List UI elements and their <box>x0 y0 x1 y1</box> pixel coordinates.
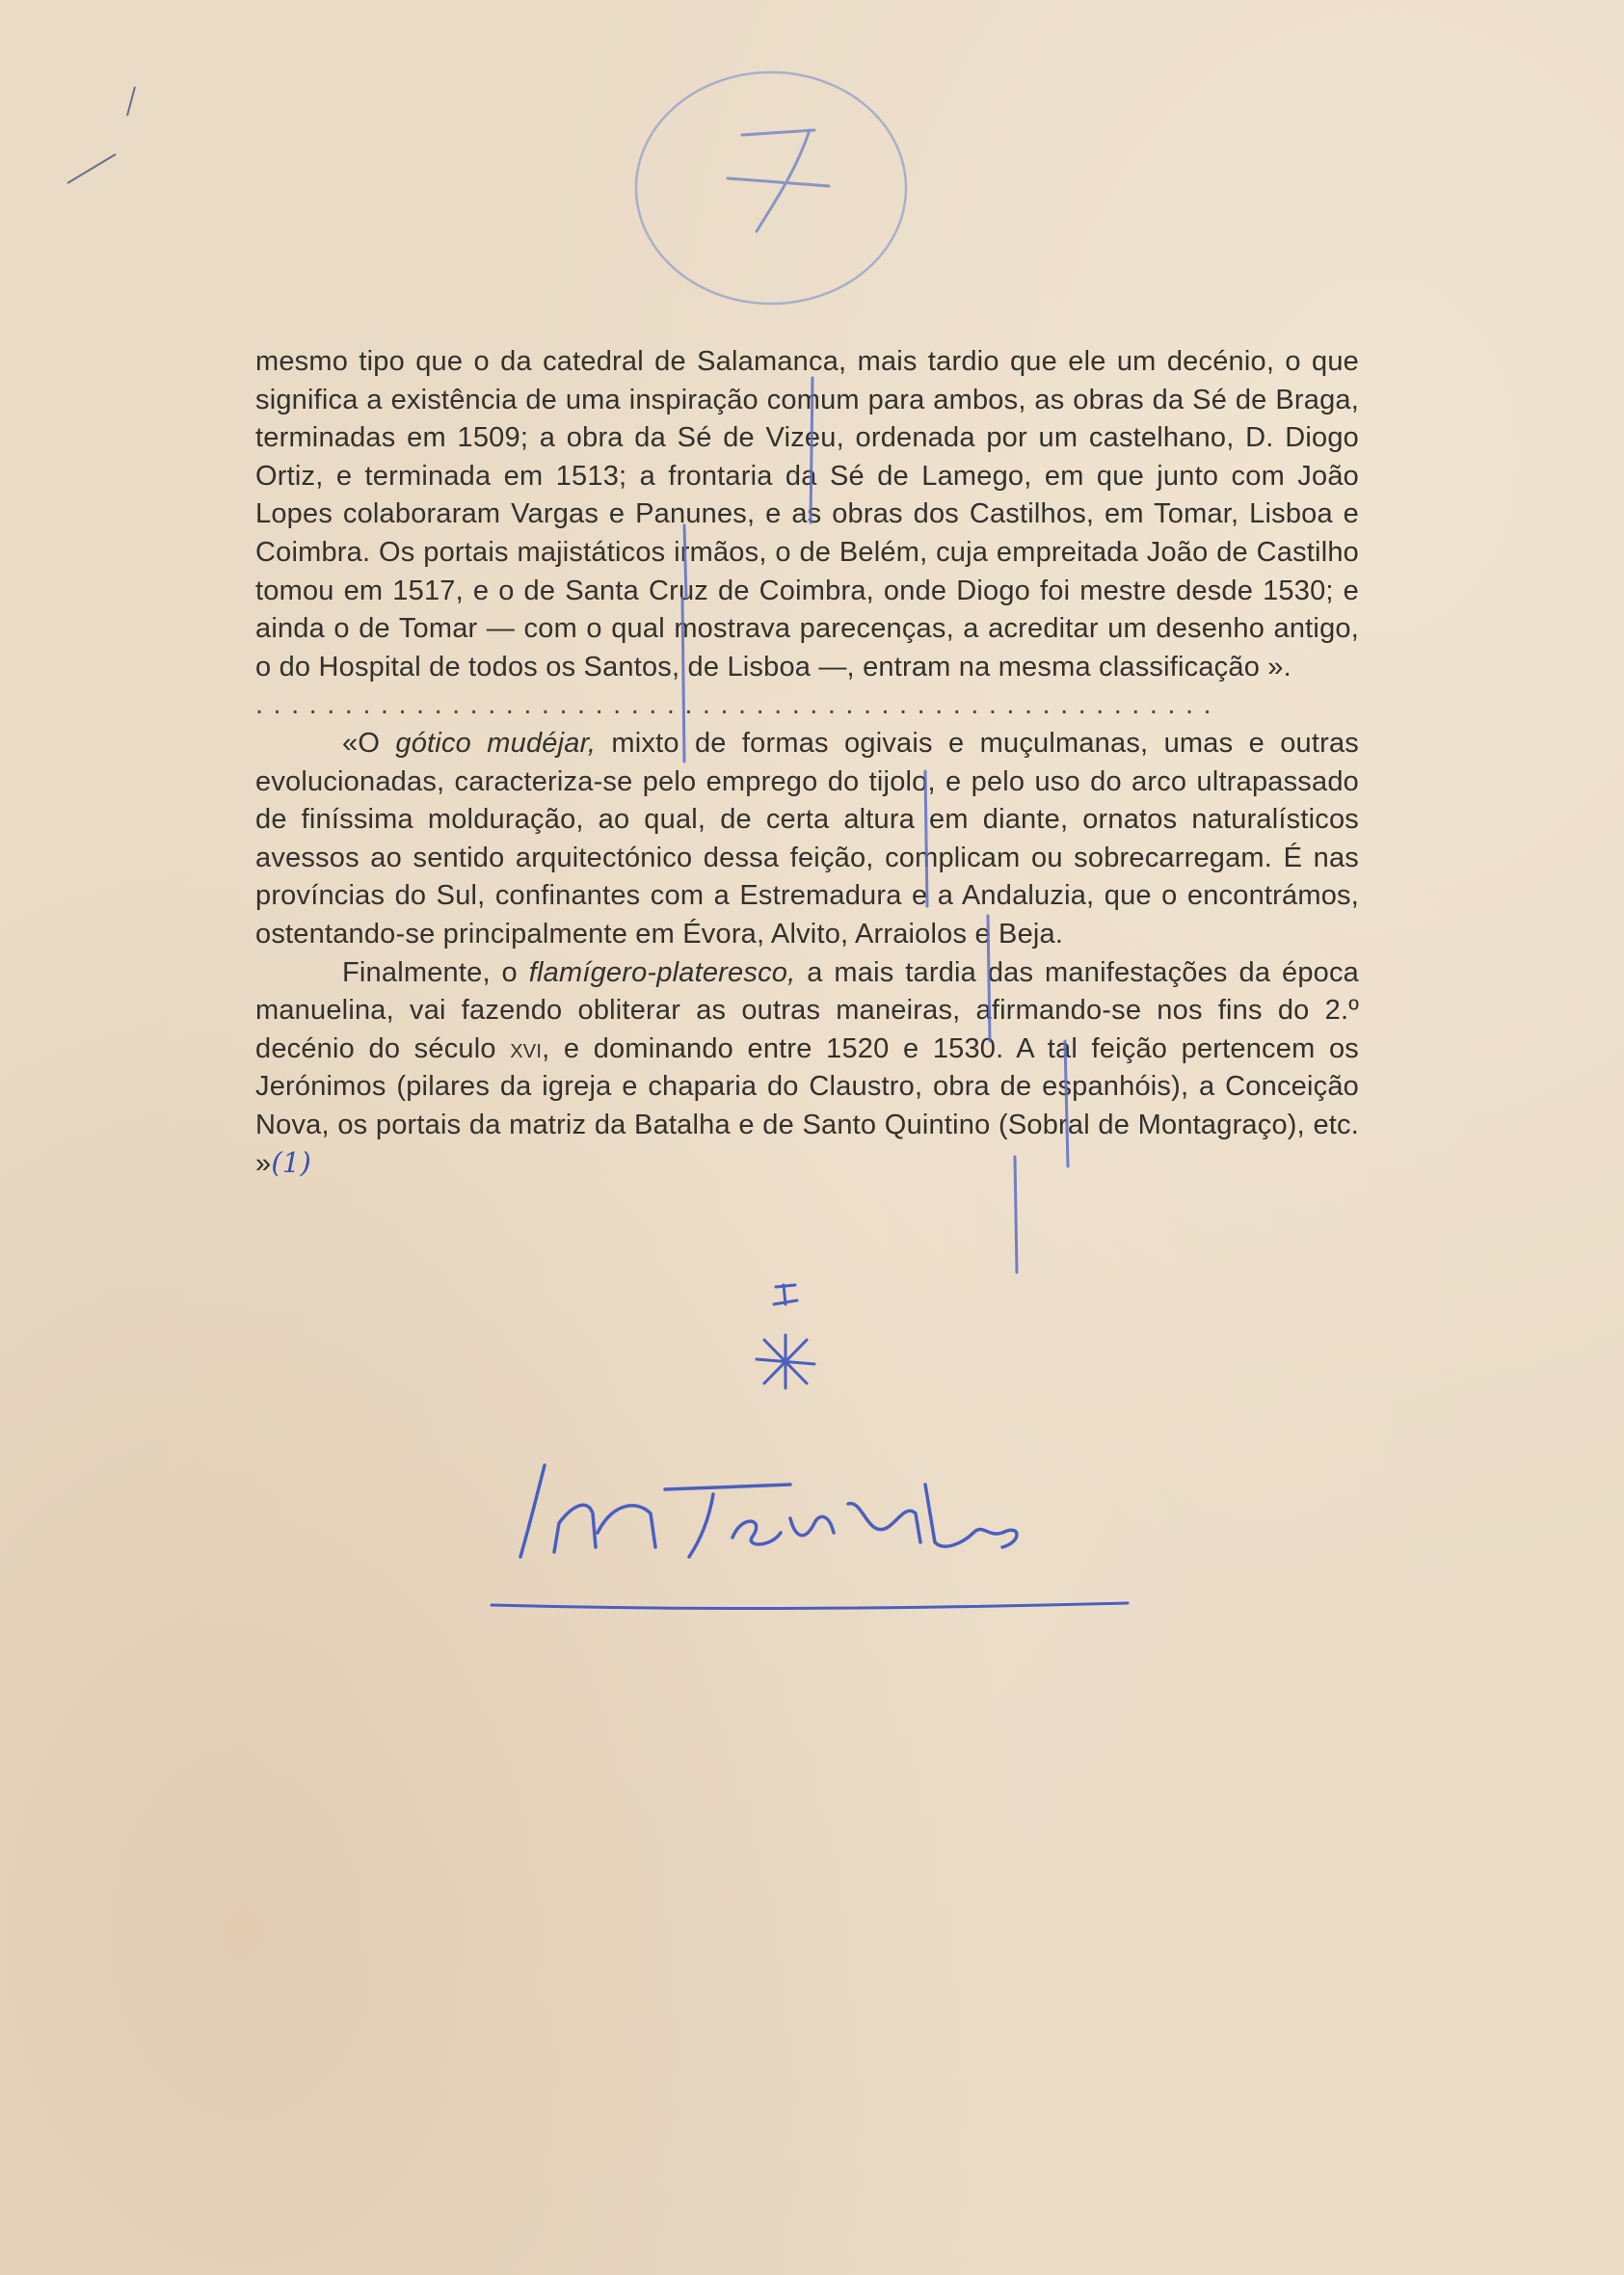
paragraph-2-text: mixto de formas ogivais e muçulmanas, umas e outras evolucionadas, caracteriza-se pelo emprego do tijolo, e pelo uso do arco ultrapassado de finíssima molduração, ao qual, de certa altura em diante, ornatos naturalísticos avessos ao sentido arquitectónico dessa feição, complicam ou sobrecarregam. É nas províncias do Sul, confinantes com a Estremadura e a Andaluzia, que o encontrámos, ostentando-se principalmente em Évora, Alvito, Arraiolos e Beja. <box>255 727 1360 950</box>
paragraph-3-open: Finalmente, o <box>342 956 529 988</box>
paragraph-3-emphasis: flamígero-plateresco, <box>528 956 796 988</box>
paragraph-2-open: «O <box>342 727 396 759</box>
asterisk-mark <box>747 1277 824 1393</box>
handwritten-signature <box>482 1446 1157 1639</box>
paragraph-3-text: a mais tardia das manifestações da época manuelina, vai fazendo obliterar as outras maneiras, afirmando-se nos fins do 2.º decénio do século <box>255 956 1360 1064</box>
handwritten-page-number <box>626 58 916 318</box>
handwritten-tick-mark <box>58 77 154 193</box>
dotted-separator: ...................................................... <box>255 689 1222 721</box>
document-body <box>255 343 1359 1184</box>
century-numeral: xvi <box>510 1032 543 1064</box>
paragraph-1-text: mesmo tipo que o da catedral de Salamanca, mais tardio que ele um decénio, o que significa a existência de uma inspiração comum para ambos, as obras da Sé de Braga, terminadas em 1509; a obra da Sé de Vizeu, ordenada por um castelhano, D. Diogo Ortiz, e terminada em 1513; a frontaria da Sé de Lamego, em que junto com João Lopes colaboraram Vargas e Panunes, e as obras dos Castilhos, em Tomar, Lisboa e Coimbra. Os portais majistáticos irmãos, o de Belém, cuja empreitada João de Castilho tomou em 1517, e o de Santa Cruz de Coimbra, onde Diogo foi mestre desde 1530; e ainda o de Tomar — com o qual mostrava parecenças, a acreditar um desenho antigo, o do Hospital de todos os Santos, de Lisboa —, entram na mesma classificação ». <box>255 346 1359 682</box>
paragraph-2 <box>255 725 1359 954</box>
paragraph-3 <box>255 954 1359 1185</box>
handwritten-footnote-ref: (1) <box>271 1146 312 1180</box>
paragraph-2-emphasis: gótico mudéjar, <box>395 727 597 759</box>
paragraph-1 <box>255 343 1359 686</box>
paragraph-3-end: , e dominando entre 1520 e 1530. A tal feição pertencem os Jerónimos (pilares da igreja e chaparia do Claustro, obra de espanhóis), a Conceição Nova, os portais da matriz da Batalha e de Santo Quintino (Sobral de Montagraço), etc. » <box>255 1032 1359 1180</box>
